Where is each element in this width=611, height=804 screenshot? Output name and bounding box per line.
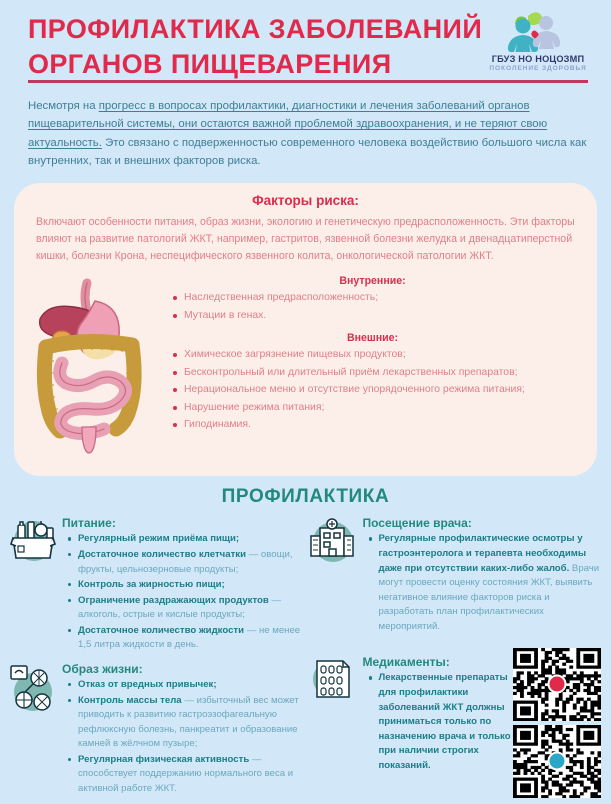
intro-underlined: прогресс в вопросах профилактики, диагностики и лечения заболеваний органов пищеварительной системы, они остаются важной проблемой здравоохранения, и не теряют свою актуальность.: [28, 100, 548, 149]
header-divider: [28, 80, 588, 83]
organization-logo: [479, 6, 597, 72]
list-item: Мутации в генах.: [184, 308, 579, 324]
hospital-icon: [307, 514, 363, 635]
risk-factors-title: Факторы риска:: [252, 192, 359, 208]
title-line-1: ПРОФИЛАКТИКА ЗАБОЛЕВАНИЙ: [28, 14, 483, 44]
pill-blister-icon: [307, 653, 363, 774]
list-item: Достаточное количество жидкости — не менее 1,5 литра жидкости в день.: [78, 624, 303, 653]
intro-paragraph: [0, 86, 611, 171]
risk-factor-lists: [160, 273, 579, 462]
page-title: [28, 12, 483, 81]
list-item: Достаточное количество клетчатки — овощи, фрукты, цельнозерновые продукты;: [78, 548, 303, 577]
external-factors-list: [166, 347, 579, 433]
prevention-section-title: ПРОФИЛАКТИКА: [221, 486, 390, 508]
list-item: Регулярный режим приёма пищи;: [78, 532, 303, 547]
list-item: Нарушение режима питания;: [184, 400, 579, 416]
list-item: Химическое загрязнение пищевых продуктов;: [184, 347, 579, 363]
internal-factors-list: [166, 290, 579, 324]
list-item: Лекарственные препараты для профилактики заболеваний ЖКТ должны приниматься только по назначению врача и только при наличии строгих показаний.: [379, 671, 513, 773]
qr-code-red[interactable]: [513, 648, 601, 721]
page-header: [0, 0, 611, 86]
list-item: Регулярные профилактические осмотры у гастроэнтеролога и терапевта необходимы даже при отсутствии каких-либо жалоб. Врачи могут провести оценку состояния ЖКТ, выявить негативное влияние факторов риска и разработать план профилактических мероприятий.: [379, 532, 604, 634]
list-item: Наследственная предрасположенность;: [184, 290, 579, 306]
list-item: Нерациональное меню и отсутствие упорядоченного режима питания;: [184, 382, 579, 398]
lifestyle-title: Образ жизни:: [62, 661, 143, 676]
qr-code-group: [513, 648, 601, 802]
doctor-visit-title: Посещение врача:: [362, 516, 472, 531]
nutrition-title: Питание:: [62, 516, 116, 531]
prevention-block-lifestyle: [6, 660, 303, 798]
digestive-system-illustration: [32, 273, 160, 462]
logo-mark-icon: [479, 6, 597, 52]
prevention-block-nutrition: [6, 514, 303, 654]
title-line-2: ОРГАНОВ ПИЩЕВАРЕНИЯ: [28, 48, 392, 79]
risk-factors-body: Включают особенности питания, образ жизни, экологию и генетическую предрасположенность. Эти факторы влияют на развитие патологий ЖКТ, например, гастритов, язвенной болезни желудка и двенадцатиперстной кишки, болезни Крона, неспецифического язвенного колита, онкологической патологии ЖКТ.: [36, 215, 575, 263]
list-item: Отказ от вредных привычек;: [78, 678, 303, 693]
intro-prefix: Несмотря на: [28, 100, 99, 112]
internal-factors-heading: Внутренние:: [339, 275, 406, 288]
list-item: Гиподинамия.: [184, 417, 579, 433]
medications-title: Медикаменты:: [362, 655, 450, 670]
logo-name: ГБУЗ НО НОЦОЗМП: [491, 54, 585, 64]
list-item: Регулярная физическая активность — способствует поддержанию нормального веса и активной работе ЖКТ.: [78, 753, 303, 797]
logo-subtitle: ПОКОЛЕНИЕ ЗДОРОВЬЯ: [489, 65, 587, 72]
qr-badge-red-icon: [548, 675, 567, 694]
nutrition-list: [62, 532, 303, 653]
qr-code-teal[interactable]: [513, 725, 601, 798]
list-item: Ограничение раздражающих продуктов — алкоголь, острые и кислые продукты;: [78, 594, 303, 623]
lifestyle-list: [62, 678, 303, 797]
list-item: Контроль массы тела — избыточный вес может приводить к развитию гастроэзофагеальную рефлюксную болезнь, панкреатит и образование камней в жёлчном пузыре;: [78, 694, 303, 752]
sports-equipment-icon: [6, 660, 62, 798]
qr-badge-teal-icon: [548, 752, 567, 771]
risk-factors-card: [14, 183, 597, 476]
doctor-visit-list: [363, 532, 604, 634]
list-item: Бесконтрольный или длительный приём лекарственных препаратов;: [184, 365, 579, 381]
list-item: Контроль за жирностью пищи;: [78, 578, 303, 593]
prevention-block-doctor: [307, 514, 604, 635]
intro-suffix: Это связано с подверженностью современного человека воздействию большого числа как внутренних, так и внешних факторов риска.: [28, 136, 587, 168]
medications-list: [363, 671, 513, 773]
grocery-box-icon: [6, 514, 62, 654]
external-factors-heading: Внешние:: [346, 332, 399, 345]
